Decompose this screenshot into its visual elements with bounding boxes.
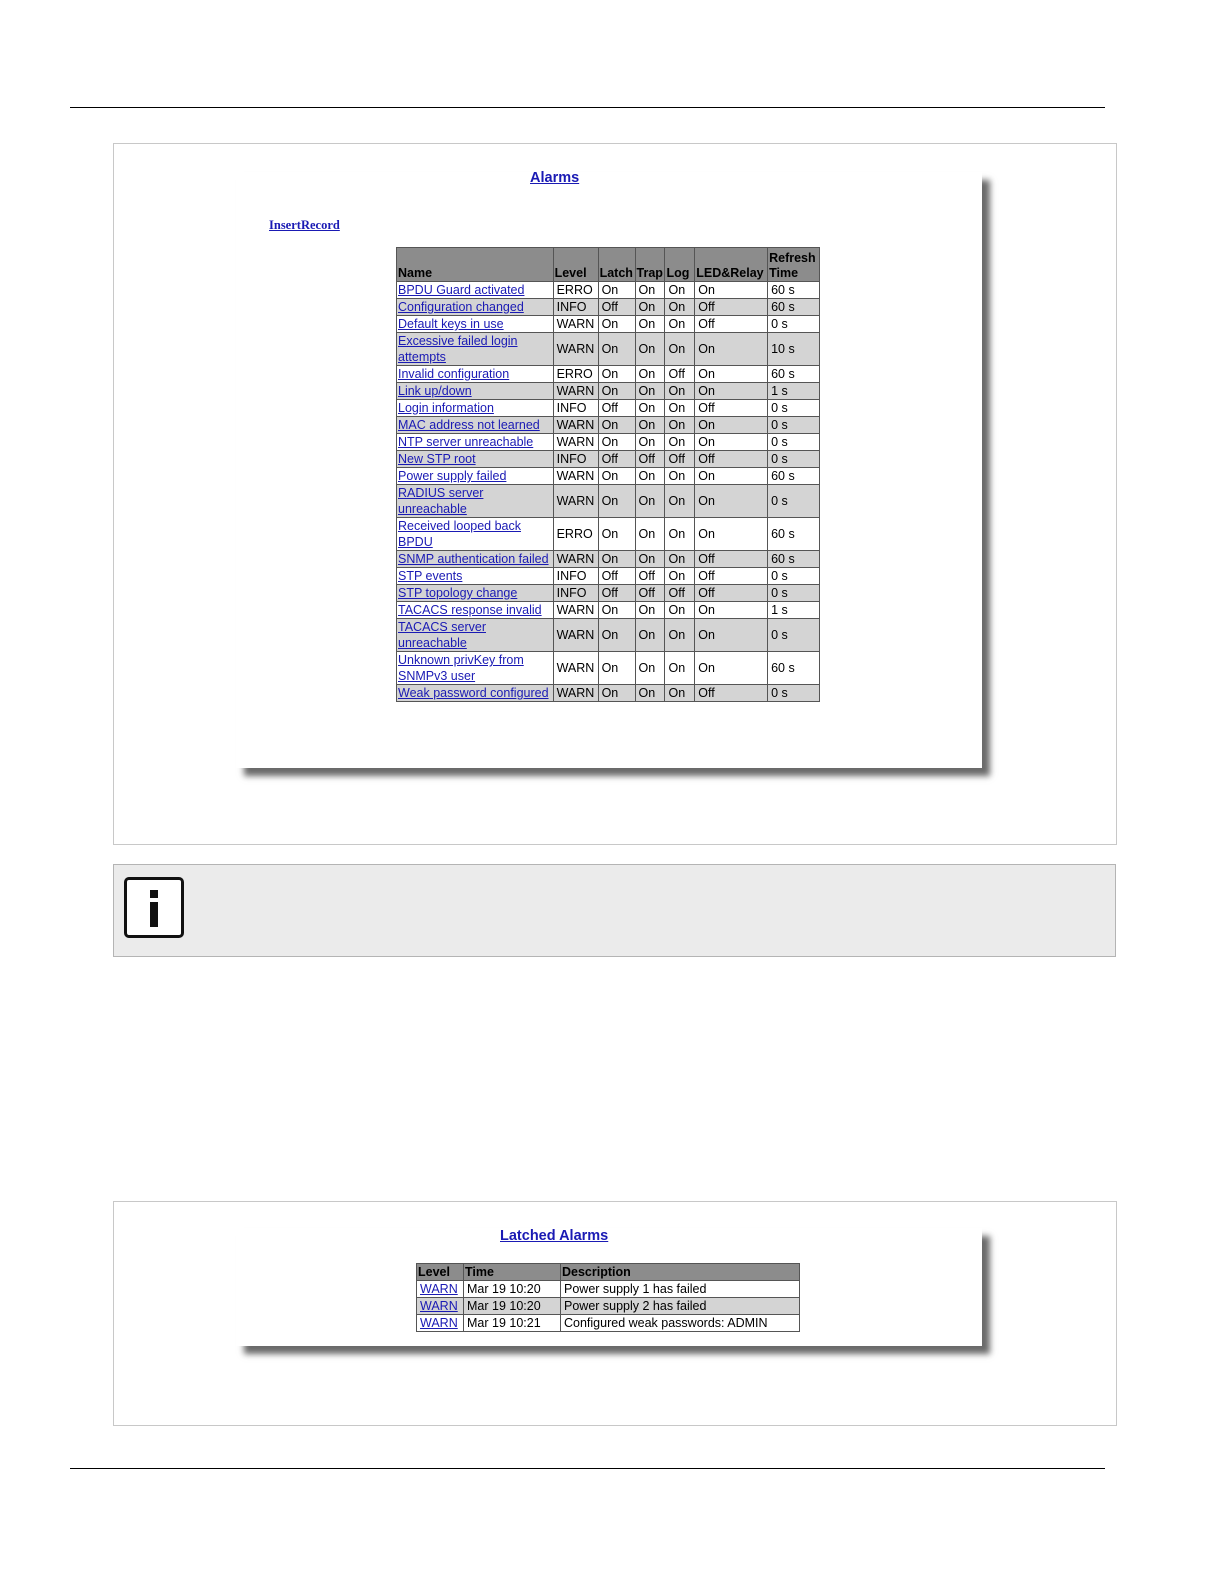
header-rule (70, 107, 1105, 108)
alarm-refresh-cell: 60 s (768, 282, 820, 299)
alarm-log-cell: Off (665, 451, 695, 468)
alarm-led-relay-cell: On (695, 619, 768, 652)
alarm-log-cell: On (665, 400, 695, 417)
alarm-level-cell: INFO (553, 568, 598, 585)
alarm-led-relay-cell: Off (695, 451, 768, 468)
latched-time-cell: Mar 19 10:20 (464, 1298, 561, 1315)
alarm-led-relay-cell: Off (695, 685, 768, 702)
alarm-log-cell: Off (665, 366, 695, 383)
alarm-level-cell: WARN (553, 316, 598, 333)
alarm-trap-cell: Off (635, 585, 665, 602)
alarm-refresh-cell: 0 s (768, 585, 820, 602)
alarm-refresh-cell: 60 s (768, 652, 820, 685)
col-led-relay: LED&Relay (695, 248, 768, 282)
alarm-name-cell (397, 551, 554, 568)
alarm-name-cell (397, 333, 554, 366)
alarm-led-relay-cell: On (695, 652, 768, 685)
alarm-led-relay-cell: On (695, 417, 768, 434)
alarm-log-cell: On (665, 485, 695, 518)
alarm-name-link[interactable]: STP events (398, 569, 463, 583)
alarm-name-link[interactable]: Link up/down (398, 384, 472, 398)
alarm-name-cell (397, 685, 554, 702)
alarm-latch-cell: On (598, 619, 635, 652)
alarm-led-relay-cell: Off (695, 299, 768, 316)
table-row (397, 619, 820, 652)
alarm-led-relay-cell: Off (695, 316, 768, 333)
alarm-log-cell: On (665, 316, 695, 333)
alarm-latch-cell: On (598, 551, 635, 568)
alarm-name-cell (397, 366, 554, 383)
alarm-level-cell: ERRO (553, 366, 598, 383)
alarm-latch-cell: Off (598, 585, 635, 602)
alarm-log-cell: On (665, 652, 695, 685)
alarm-trap-cell: On (635, 685, 665, 702)
latched-level-link[interactable]: WARN (420, 1299, 458, 1313)
alarm-name-cell (397, 619, 554, 652)
table-row (397, 518, 820, 551)
alarm-led-relay-cell: Off (695, 551, 768, 568)
table-row (397, 551, 820, 568)
alarm-log-cell: On (665, 417, 695, 434)
alarm-trap-cell: On (635, 619, 665, 652)
alarm-refresh-cell: 0 s (768, 417, 820, 434)
alarm-trap-cell: On (635, 468, 665, 485)
alarm-led-relay-cell: On (695, 485, 768, 518)
latched-time-cell: Mar 19 10:20 (464, 1281, 561, 1298)
alarm-name-cell (397, 299, 554, 316)
alarm-name-link[interactable]: NTP server unreachable (398, 435, 534, 449)
alarm-led-relay-cell: On (695, 333, 768, 366)
alarm-trap-cell: On (635, 383, 665, 400)
alarms-title-link[interactable]: Alarms (530, 170, 580, 186)
alarms-screen (236, 172, 982, 768)
table-row (417, 1315, 800, 1332)
alarm-log-cell: On (665, 468, 695, 485)
latched-table-header (417, 1264, 800, 1281)
alarms-table-header (397, 248, 820, 282)
alarm-name-link[interactable]: MAC address not learned (398, 418, 540, 432)
table-row (397, 451, 820, 468)
alarm-name-cell (397, 383, 554, 400)
alarm-led-relay-cell: Off (695, 400, 768, 417)
alarm-trap-cell: On (635, 485, 665, 518)
alarm-level-cell: WARN (553, 551, 598, 568)
alarm-trap-cell: On (635, 434, 665, 451)
col-level: Level (417, 1264, 464, 1281)
alarm-log-cell: On (665, 619, 695, 652)
latched-description-cell: Configured weak passwords: ADMIN (561, 1315, 800, 1332)
alarm-name-link[interactable]: Weak password configured (398, 686, 549, 700)
alarm-latch-cell: Off (598, 400, 635, 417)
latched-level-cell (417, 1298, 464, 1315)
alarm-name-cell (397, 585, 554, 602)
latched-alarms-title-link[interactable]: Latched Alarms (500, 1228, 609, 1244)
alarm-log-cell: On (665, 685, 695, 702)
alarm-level-cell: WARN (553, 685, 598, 702)
alarm-level-cell: WARN (553, 602, 598, 619)
alarm-trap-cell: On (635, 652, 665, 685)
alarm-name-link[interactable]: SNMP authentication failed (398, 552, 549, 566)
alarm-trap-cell: On (635, 400, 665, 417)
alarm-name-cell (397, 518, 554, 551)
table-row (397, 282, 820, 299)
alarm-trap-cell: On (635, 518, 665, 551)
alarm-trap-cell: On (635, 316, 665, 333)
alarm-latch-cell: On (598, 518, 635, 551)
alarm-trap-cell: On (635, 417, 665, 434)
alarm-name-link[interactable]: STP topology change (398, 586, 518, 600)
alarm-name-link[interactable]: Configuration changed (398, 300, 524, 314)
col-latch: Latch (598, 248, 635, 282)
alarm-level-cell: WARN (553, 652, 598, 685)
alarm-level-cell: WARN (553, 434, 598, 451)
col-time: Time (464, 1264, 561, 1281)
alarm-refresh-cell: 1 s (768, 383, 820, 400)
alarm-name-cell (397, 485, 554, 518)
alarm-level-cell: WARN (553, 383, 598, 400)
alarm-name-cell (397, 400, 554, 417)
alarm-latch-cell: On (598, 417, 635, 434)
alarm-name-link[interactable]: BPDU Guard activated (398, 283, 525, 297)
alarm-level-cell: WARN (553, 485, 598, 518)
alarm-log-cell: On (665, 551, 695, 568)
alarm-level-cell: INFO (553, 451, 598, 468)
latched-table-body (417, 1281, 800, 1332)
alarm-log-cell: On (665, 568, 695, 585)
latched-alarms-figure (113, 1201, 1117, 1426)
alarm-led-relay-cell: On (695, 383, 768, 400)
latched-level-cell (417, 1315, 464, 1332)
alarm-name-cell (397, 568, 554, 585)
latched-time-cell: Mar 19 10:21 (464, 1315, 561, 1332)
col-trap: Trap (635, 248, 665, 282)
alarm-refresh-cell: 60 s (768, 299, 820, 316)
alarm-log-cell: On (665, 282, 695, 299)
alarm-name-cell (397, 468, 554, 485)
latched-level-link[interactable]: WARN (420, 1282, 458, 1296)
col-log: Log (665, 248, 695, 282)
alarm-log-cell: On (665, 333, 695, 366)
alarms-figure (113, 143, 1117, 845)
latched-description-cell: Power supply 2 has failed (561, 1298, 800, 1315)
alarm-trap-cell: Off (635, 568, 665, 585)
latched-level-cell (417, 1281, 464, 1298)
alarm-latch-cell: On (598, 316, 635, 333)
alarm-latch-cell: On (598, 685, 635, 702)
alarm-refresh-cell: 0 s (768, 568, 820, 585)
alarm-level-cell: WARN (553, 619, 598, 652)
alarm-refresh-cell: 0 s (768, 685, 820, 702)
alarm-refresh-cell: 0 s (768, 400, 820, 417)
alarm-refresh-cell: 60 s (768, 468, 820, 485)
table-row (397, 417, 820, 434)
alarms-table (396, 247, 820, 702)
alarm-name-link[interactable]: Unknown privKey from SNMPv3 user (398, 653, 524, 683)
alarm-log-cell: On (665, 434, 695, 451)
alarm-refresh-cell: 0 s (768, 434, 820, 451)
alarm-name-link[interactable]: Excessive failed login attempts (398, 334, 518, 364)
alarm-name-link[interactable]: TACACS server unreachable (398, 620, 486, 650)
alarm-name-cell (397, 316, 554, 333)
table-row (397, 333, 820, 366)
table-row (397, 652, 820, 685)
alarm-trap-cell: On (635, 366, 665, 383)
alarm-level-cell: ERRO (553, 518, 598, 551)
alarm-trap-cell: On (635, 333, 665, 366)
latched-alarms-table (416, 1263, 800, 1332)
alarm-latch-cell: On (598, 434, 635, 451)
alarm-led-relay-cell: Off (695, 568, 768, 585)
table-row (397, 400, 820, 417)
alarm-latch-cell: Off (598, 451, 635, 468)
alarm-name-link[interactable]: Login information (398, 401, 494, 415)
alarm-led-relay-cell: On (695, 468, 768, 485)
alarm-name-cell (397, 417, 554, 434)
alarm-name-cell (397, 451, 554, 468)
alarm-latch-cell: Off (598, 299, 635, 316)
table-row (417, 1281, 800, 1298)
alarm-level-cell: WARN (553, 468, 598, 485)
alarm-log-cell: Off (665, 585, 695, 602)
insert-record-link[interactable]: InsertRecord (269, 218, 340, 232)
table-row (397, 383, 820, 400)
table-row (397, 299, 820, 316)
alarm-led-relay-cell: Off (695, 585, 768, 602)
alarm-led-relay-cell: On (695, 518, 768, 551)
alarm-name-link[interactable]: Power supply failed (398, 469, 507, 483)
alarms-table-body (397, 282, 820, 702)
alarm-refresh-cell: 0 s (768, 316, 820, 333)
footer-rule (70, 1468, 1105, 1469)
alarm-latch-cell: On (598, 485, 635, 518)
alarm-log-cell: On (665, 383, 695, 400)
alarm-level-cell: WARN (553, 333, 598, 366)
table-row (397, 316, 820, 333)
alarm-name-cell (397, 282, 554, 299)
table-row (397, 468, 820, 485)
col-description: Description (561, 1264, 800, 1281)
col-level: Level (553, 248, 598, 282)
col-name: Name (397, 248, 554, 282)
alarm-refresh-cell: 10 s (768, 333, 820, 366)
alarm-name-link[interactable]: Received looped back BPDU (398, 519, 521, 549)
table-row (397, 485, 820, 518)
table-row (397, 366, 820, 383)
alarm-name-link[interactable]: RADIUS server unreachable (398, 486, 484, 516)
alarm-name-link[interactable]: Invalid configuration (398, 367, 510, 381)
alarm-name-link[interactable]: TACACS response invalid (398, 603, 542, 617)
alarm-latch-cell: On (598, 468, 635, 485)
alarm-name-cell (397, 602, 554, 619)
table-row (397, 602, 820, 619)
latched-description-cell: Power supply 1 has failed (561, 1281, 800, 1298)
alarm-name-link[interactable]: Default keys in use (398, 317, 504, 331)
alarm-name-link[interactable]: New STP root (398, 452, 476, 466)
alarm-level-cell: ERRO (553, 282, 598, 299)
alarm-refresh-cell: 60 s (768, 518, 820, 551)
alarm-led-relay-cell: On (695, 282, 768, 299)
alarm-level-cell: WARN (553, 417, 598, 434)
alarm-level-cell: INFO (553, 585, 598, 602)
alarm-name-cell (397, 652, 554, 685)
alarm-log-cell: On (665, 518, 695, 551)
alarm-latch-cell: On (598, 366, 635, 383)
table-row (417, 1298, 800, 1315)
alarm-refresh-cell: 60 s (768, 366, 820, 383)
alarm-log-cell: On (665, 602, 695, 619)
table-row (397, 568, 820, 585)
alarm-trap-cell: On (635, 602, 665, 619)
alarm-trap-cell: Off (635, 451, 665, 468)
alarm-name-cell (397, 434, 554, 451)
alarm-trap-cell: On (635, 282, 665, 299)
latched-alarms-screen (236, 1228, 982, 1346)
alarm-latch-cell: On (598, 282, 635, 299)
alarm-level-cell: INFO (553, 299, 598, 316)
alarm-log-cell: On (665, 299, 695, 316)
alarm-latch-cell: Off (598, 568, 635, 585)
alarm-refresh-cell: 1 s (768, 602, 820, 619)
col-refresh-time: Refresh Time (768, 248, 820, 282)
alarm-trap-cell: On (635, 551, 665, 568)
note-box (113, 864, 1116, 957)
latched-level-link[interactable]: WARN (420, 1316, 458, 1330)
alarm-latch-cell: On (598, 383, 635, 400)
alarm-trap-cell: On (635, 299, 665, 316)
alarm-led-relay-cell: On (695, 434, 768, 451)
alarm-level-cell: INFO (553, 400, 598, 417)
alarm-refresh-cell: 0 s (768, 451, 820, 468)
table-row (397, 434, 820, 451)
info-icon (124, 877, 184, 938)
alarm-latch-cell: On (598, 652, 635, 685)
alarm-led-relay-cell: On (695, 366, 768, 383)
table-row (397, 585, 820, 602)
alarm-led-relay-cell: On (695, 602, 768, 619)
alarm-refresh-cell: 0 s (768, 619, 820, 652)
alarm-refresh-cell: 60 s (768, 551, 820, 568)
alarm-refresh-cell: 0 s (768, 485, 820, 518)
alarm-latch-cell: On (598, 602, 635, 619)
alarm-latch-cell: On (598, 333, 635, 366)
table-row (397, 685, 820, 702)
